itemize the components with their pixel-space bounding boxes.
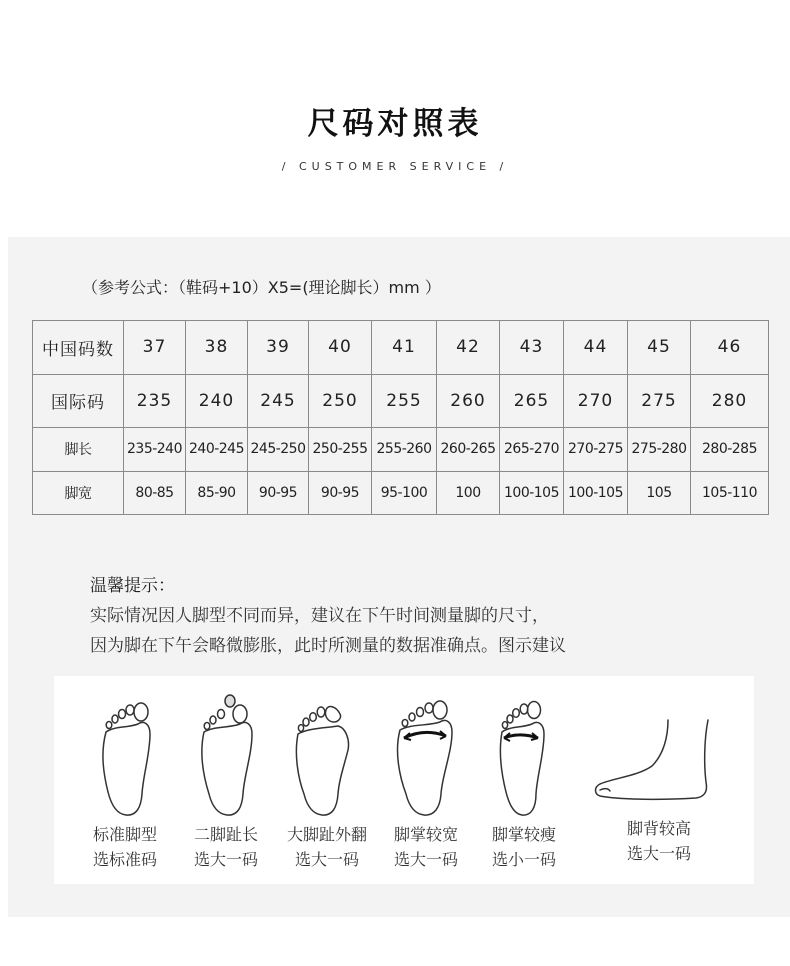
table-cell: 90-95 bbox=[248, 471, 309, 514]
table-row bbox=[33, 428, 769, 471]
table-cell: 95-100 bbox=[372, 471, 437, 514]
foot-caption-6: 脚背较高 选大一码 bbox=[626, 819, 691, 863]
high-instep-foot-icon bbox=[592, 716, 716, 806]
page-subtitle: / CUSTOMER SERVICE / bbox=[281, 160, 509, 173]
table-cell: 80-85 bbox=[124, 471, 186, 514]
tips-title: 温馨提示： bbox=[90, 576, 175, 596]
table-cell: 100 bbox=[437, 471, 500, 514]
table-cell: 265-270 bbox=[500, 428, 564, 471]
table-cell: 275 bbox=[628, 374, 691, 428]
row-header: 国际码 bbox=[33, 374, 124, 428]
table-cell: 265 bbox=[500, 374, 564, 428]
table-cell: 38 bbox=[186, 321, 248, 375]
table-cell: 90-95 bbox=[309, 471, 372, 514]
table-cell: 235-240 bbox=[124, 428, 186, 471]
table-cell: 250 bbox=[309, 374, 372, 428]
table-cell: 245 bbox=[248, 374, 309, 428]
table-cell: 260-265 bbox=[437, 428, 500, 471]
foot-caption-5: 脚掌较瘦 选小一码 bbox=[491, 825, 556, 869]
table-cell: 105 bbox=[628, 471, 691, 514]
table-cell: 105-110 bbox=[691, 471, 769, 514]
foot-type-guide bbox=[54, 676, 754, 884]
table-cell: 235 bbox=[124, 374, 186, 428]
table-cell: 280-285 bbox=[691, 428, 769, 471]
foot-caption-4: 脚掌较宽 选大一码 bbox=[393, 825, 458, 869]
table-row bbox=[33, 471, 769, 514]
table-cell: 39 bbox=[248, 321, 309, 375]
row-header: 脚宽 bbox=[33, 471, 124, 514]
long-second-toe-foot-icon bbox=[196, 694, 262, 819]
narrow-sole-foot-icon bbox=[494, 694, 552, 819]
table-row bbox=[33, 321, 769, 375]
table-cell: 270-275 bbox=[564, 428, 628, 471]
table-cell: 46 bbox=[691, 321, 769, 375]
table-cell: 100-105 bbox=[500, 471, 564, 514]
table-cell: 41 bbox=[372, 321, 437, 375]
wide-sole-foot-icon bbox=[394, 694, 458, 819]
table-cell: 240 bbox=[186, 374, 248, 428]
foot-caption-3: 大脚趾外翻 选大一码 bbox=[286, 825, 367, 869]
table-cell: 275-280 bbox=[628, 428, 691, 471]
table-cell: 85-90 bbox=[186, 471, 248, 514]
bunion-foot-icon bbox=[292, 694, 354, 819]
table-cell: 260 bbox=[437, 374, 500, 428]
table-cell: 37 bbox=[124, 321, 186, 375]
table-cell: 250-255 bbox=[309, 428, 372, 471]
page-title: 尺码对照表 bbox=[307, 106, 483, 142]
row-header: 中国码数 bbox=[33, 321, 124, 375]
foot-caption-2: 二脚趾长 选大一码 bbox=[193, 825, 258, 869]
table-cell: 43 bbox=[500, 321, 564, 375]
table-cell: 42 bbox=[437, 321, 500, 375]
standard-foot-icon bbox=[98, 694, 158, 819]
tips-line-2: 因为脚在下午会略微膨胀，此时所测量的数据准确点。图示建议 bbox=[90, 636, 566, 656]
table-cell: 255-260 bbox=[372, 428, 437, 471]
table-cell: 255 bbox=[372, 374, 437, 428]
table-cell: 270 bbox=[564, 374, 628, 428]
table-cell: 45 bbox=[628, 321, 691, 375]
size-formula: （参考公式：（鞋码+10）X5=(理论脚长）mm ） bbox=[82, 278, 441, 297]
foot-caption-1: 标准脚型 选标准码 bbox=[92, 825, 157, 869]
row-header: 脚长 bbox=[33, 428, 124, 471]
table-cell: 245-250 bbox=[248, 428, 309, 471]
table-cell: 280 bbox=[691, 374, 769, 428]
size-chart-table bbox=[32, 320, 769, 515]
tips-line-1: 实际情况因人脚型不同而异，建议在下午时间测量脚的尺寸， bbox=[90, 606, 549, 626]
table-cell: 240-245 bbox=[186, 428, 248, 471]
table-cell: 40 bbox=[309, 321, 372, 375]
table-cell: 44 bbox=[564, 321, 628, 375]
table-cell: 100-105 bbox=[564, 471, 628, 514]
table-row bbox=[33, 374, 769, 428]
